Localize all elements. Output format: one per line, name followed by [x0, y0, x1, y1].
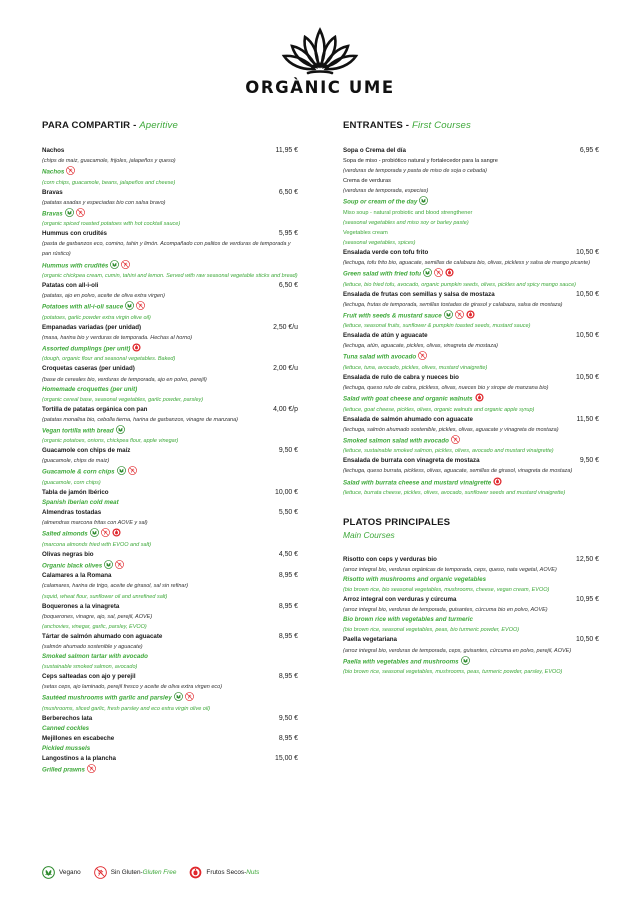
item-desc-en: (bio brown rice, seasonal vegetables, mushrooms, peas, turmeric powder, parsley, EVOO): [343, 669, 563, 676]
item-price: 6,95 €: [579, 147, 599, 154]
item-name-en: Potatoes with all-i-oli sauce: [42, 303, 124, 311]
item-en-line: [343, 435, 599, 447]
item-en-line: [42, 560, 298, 572]
item-desc-en: (lettuce, bio fried tofu, avocado, organic pumpkin seeds, olives, pickles and spicy mango sauce): [343, 281, 576, 288]
item-desc-en: (seasonal vegetables and miso soy or barley paste): [343, 219, 469, 226]
item-desc: (patatas, ajo en polvo, aceite de oliva extra virgen): [42, 293, 165, 300]
item-row: [343, 595, 599, 605]
vegan-icon: [90, 528, 99, 537]
item-name: Empanadas variadas (per unidad): [42, 323, 142, 331]
item-desc: (setas ceps, ajo laminado, perejil fresco y aceite de oliva extra virgen eco): [42, 683, 223, 690]
item-row: [343, 290, 599, 300]
menu-item: [42, 672, 298, 714]
item-name-en: Grilled prawns: [42, 766, 85, 774]
item-desc-en: (organic cereal base, seasonal vegetables, garlic powder, parsley): [42, 396, 204, 403]
item-price: 4,00 €/p: [273, 405, 298, 413]
menu-item: [343, 415, 599, 457]
item-price: 10,00 €: [275, 489, 298, 497]
item-price: 10,95 €: [576, 596, 599, 604]
item-row: [343, 415, 599, 425]
menu-item: [343, 290, 599, 332]
vegan-icon: [116, 425, 125, 434]
item-en-line: [42, 764, 298, 776]
item-name-en: Smoked salmon salad with avocado: [343, 437, 449, 445]
item-desc: (pasta de garbanzos eco, comino, tahin y limón. Acompañado con palitos de verduras de temporada y pan rústico): [42, 241, 291, 258]
item-desc-en: (bio brown rice, seasonal vegetables, peas, bio turmeric powder, EVOO): [343, 627, 520, 634]
menu-item: [42, 602, 298, 632]
item-name: Ensalada de frutas con semillas y salsa de mostaza: [343, 290, 495, 298]
item-price: 4,50 €: [278, 550, 298, 558]
item-desc: (lechuga, salmón ahumado sostenible, pickles, olivas, aguacate y vinagreta de mostaza): [343, 426, 559, 433]
item-name: Patatas con all-i-oli: [42, 282, 99, 290]
item-row: [42, 508, 298, 518]
item-row: [42, 672, 298, 682]
item-desc-en: (potatoes, garlic powder extra virgin olive oil): [42, 314, 151, 321]
item-en-line: [42, 166, 298, 178]
item-en-line: [42, 260, 298, 272]
menu-item: [42, 188, 298, 230]
item-price: 6,50 €: [278, 282, 298, 290]
item-row: [42, 323, 298, 333]
item-name: Ceps salteadas con ajo y perejil: [42, 672, 136, 680]
item-desc: (lechuga, atún, aguacate, pickles, olivas, vinagreta de mostaza): [343, 343, 499, 350]
item-name-en: Salted almonds: [42, 530, 88, 538]
item-en-line: [343, 351, 599, 363]
gluten-free-icon: [87, 764, 96, 773]
nuts-icon: [445, 268, 454, 277]
item-desc: (lechuga, queso burrata, pickless, olivas, aguacate, semillas de girasol, vinagreta de mostaza): [343, 468, 573, 475]
item-name: Guacamole con chips de maíz: [42, 447, 131, 455]
vegan-icon: [104, 560, 113, 569]
item-name-en: Homemade croquettes (per unit): [42, 385, 138, 393]
item-desc-en: (corn chips, guacamole, beans, jalapeños and cheese): [42, 179, 176, 186]
item-desc-en: (sustainable smoked salmon, avocado): [42, 663, 138, 670]
item-desc-en: (marcona almonds fried with EVOO and salt): [42, 541, 152, 548]
item-price: 8,95 €: [278, 632, 298, 640]
menu-item: [42, 364, 298, 404]
menu-item: [343, 373, 599, 415]
item-desc-en: (lettuce, burrata cheese, pickles, olives, avocado, sunflower seeds and mustard vinaigrette): [343, 490, 566, 497]
menu-item: [343, 595, 599, 635]
item-name-en: Tuna salad with avocado: [343, 353, 417, 361]
item-en-line: [42, 652, 298, 662]
menu-item: [343, 331, 599, 373]
gluten-free-icon: [451, 435, 460, 444]
nuts-icon: [189, 866, 202, 879]
menu-item: [343, 248, 599, 290]
item-desc-en: (lettuce, seasonal fruits, sunflower & pumpkin toasted seeds, mustard sauce): [343, 323, 531, 330]
vegan-icon: [419, 196, 428, 205]
item-name: Bravas: [42, 188, 63, 196]
item-en-line: [343, 656, 599, 668]
item-row: [42, 734, 298, 744]
allergen-legend: Vegano Sin Gluten- Gluten Free Frutos Secos- Nuts: [42, 866, 272, 879]
item-desc: (patatas monalisa bio, cebolla tierna, harina de garbanzos, vinagre de manzana): [42, 416, 238, 423]
item-en-line: [42, 343, 298, 355]
menu-item: [42, 405, 298, 447]
item-price: 8,95 €: [278, 572, 298, 580]
item-name: Ensalada de atún y aguacate: [343, 332, 428, 340]
item-en-line: [42, 692, 298, 704]
item-row: [343, 635, 599, 645]
item-desc: Crema de verduras: [343, 178, 391, 185]
item-en-line: [42, 425, 298, 437]
item-row: [42, 146, 298, 156]
vegan-icon: [423, 268, 432, 277]
item-desc-en: Vegetables cream: [343, 229, 388, 236]
item-name: Nachos: [42, 147, 65, 154]
item-price: 10,50 €: [576, 374, 599, 382]
main-courses-list: [343, 555, 599, 677]
first-courses-list: [343, 248, 599, 498]
item-name: Risotto con ceps y verduras bio: [343, 556, 437, 564]
item-price: 11,50 €: [576, 415, 599, 423]
item-desc-en: (lettuce, goat cheese, pickles, olives, organic walnuts and organic apple syrup): [343, 406, 535, 413]
menu-item: [42, 508, 298, 550]
item-price: 2,50 €/u: [273, 323, 298, 331]
nuts-icon: [493, 477, 502, 486]
left-column: [42, 120, 298, 775]
item-row: [343, 248, 599, 258]
gluten-free-icon: [434, 268, 443, 277]
gluten-free-icon: [185, 692, 194, 701]
item-name-en: Risotto with mushrooms and organic vegetables: [343, 576, 487, 584]
item-desc: (chips de maiz, guacamole, frijoles, jalapeños y queso): [42, 158, 176, 165]
item-desc-en: (organic chickpea cream, cumin, tahini and lemon. Served with raw seasonal vegetable sticks and bread): [42, 273, 298, 280]
menu-item: [42, 488, 298, 508]
item-desc: (verduras de temporada, especias): [343, 188, 429, 195]
gluten-free-icon: [115, 560, 124, 569]
vegan-icon: [42, 866, 55, 879]
menu-item-soup: [343, 146, 599, 248]
item-row: [42, 188, 298, 198]
item-price: 5,50 €: [278, 509, 298, 517]
item-price: 9,50 €: [278, 714, 298, 722]
menu-item: [42, 446, 298, 488]
item-name: Almendras tostadas: [42, 509, 102, 517]
item-price: 10,50 €: [576, 248, 599, 256]
item-price: 10,50 €: [576, 332, 599, 340]
item-name-en: Smoked salmon tartar with avocado: [42, 652, 148, 660]
item-desc-en: (lettuce, tuna, avocado, pickles, olives, mustard vinaigrette): [343, 364, 488, 371]
item-name-en: Sautéed mushrooms with garlic and parsley: [42, 694, 172, 702]
item-name-en: Fruit with seeds & mustard sauce: [343, 312, 442, 320]
item-price: 2,00 €/u: [273, 365, 298, 373]
menu-item: [42, 571, 298, 601]
item-price: 15,00 €: [275, 754, 298, 762]
menu-item: [343, 635, 599, 677]
section-title-aperitive: PARA COMPARTIR - Aperitive: [42, 120, 178, 131]
item-name-en: Salad with burrata cheese and mustard vinaigrette: [343, 479, 492, 486]
nuts-icon: [112, 528, 121, 537]
item-desc-en: (seasonal vegetables, spices): [343, 239, 416, 246]
item-price: 6,50 €: [278, 188, 298, 196]
nuts-icon: [466, 310, 475, 319]
item-desc: (salmón ahumado sostenible y aguacate): [42, 643, 143, 650]
item-name: Ensalada de rulo de cabra y nueces bio: [343, 374, 459, 382]
item-name-en: Vegan tortilla with bread: [42, 427, 114, 435]
item-name-en: Guacamole & corn chips: [42, 468, 115, 476]
menu-item: [42, 229, 298, 281]
item-name: Boquerones a la vinagreta: [42, 602, 120, 610]
item-name-en: Spanish Iberian cold meat: [42, 499, 119, 507]
item-price: 12,50 €: [576, 556, 599, 564]
item-row: [42, 571, 298, 581]
gluten-free-icon: [66, 166, 75, 175]
item-en-line: [42, 466, 298, 478]
item-name: Tabla de jamón Ibérico: [42, 489, 109, 497]
item-name-en: Paella with vegetables and mushrooms: [343, 658, 459, 666]
item-price: 5,95 €: [278, 230, 298, 238]
item-desc: (arroz integral bio, verduras de temporada, guisantes, cúrcuma bio en polvo, AOVE): [343, 607, 548, 614]
item-desc-en: (organic potatoes, onions, chickpea flour, apple vinegar): [42, 438, 179, 445]
item-price: 11,95 €: [275, 147, 298, 154]
menu-item: [42, 550, 298, 572]
item-row: [42, 446, 298, 456]
item-en-line: [343, 268, 599, 280]
item-en-line: [42, 724, 298, 734]
item-name-en: Assorted dumplings (per unit): [42, 345, 131, 353]
item-name: Mejillones en escabeche: [42, 734, 115, 742]
item-name: Arroz integral con verduras y cúrcuma: [343, 596, 457, 604]
item-name: Calamares a la Romana: [42, 572, 112, 580]
item-name: Tártar de salmón ahumado con aguacate: [42, 632, 163, 640]
item-desc: (boquerones, vinagre, ajo, sal, perejil, AOVE): [42, 613, 153, 620]
item-desc-en: Miso soup - natural probiotic and blood strengthener: [343, 209, 473, 216]
item-desc: (guacamole, chips de maiz): [42, 458, 110, 465]
item-desc: (masa, harina bio y verduras de temporada. Hechas al horno): [42, 334, 193, 341]
menu-item: [42, 754, 298, 776]
menu-item: [343, 456, 599, 498]
item-row: [42, 550, 298, 560]
item-en-line: [343, 310, 599, 322]
item-name: Langostinos a la plancha: [42, 754, 116, 762]
item-desc: (arroz integral bio, verduras de temporada, ceps, guisantes, cúrcuma en polvo, perejil, AOVE): [343, 647, 572, 654]
item-row: [42, 488, 298, 498]
item-row: [343, 373, 599, 383]
item-row: [42, 632, 298, 642]
item-name-en: Canned cockles: [42, 724, 90, 732]
vegan-icon: [117, 466, 126, 475]
item-en-line: [343, 393, 599, 405]
item-en-line: [42, 301, 298, 313]
item-row: [42, 714, 298, 724]
vegan-icon: [110, 260, 119, 269]
item-desc: (lechuga, frutas de temporada, semillas tostadas de girasol y calabaza, salsa de mostaza): [343, 301, 563, 308]
item-name: Tortilla de patatas orgánica con pan: [42, 405, 148, 413]
item-name: Paella vegetariana: [343, 636, 398, 644]
right-column: [343, 120, 599, 677]
item-row: [42, 229, 298, 239]
item-name-en: Bravas: [42, 210, 63, 218]
gluten-free-icon: [76, 208, 85, 217]
item-en-line: [42, 744, 298, 754]
item-en-line: [42, 385, 298, 395]
vegan-icon: [65, 208, 74, 217]
item-price: 9,50 €: [278, 447, 298, 455]
item-desc: (almendras marcona fritas con AOVE y sal): [42, 520, 148, 527]
item-name: Hummus con crudités: [42, 230, 107, 238]
brand-logo: [0, 26, 640, 97]
item-desc-en: (mushrooms, sliced garlic, fresh parsley and eco extra virgin olive oil): [42, 705, 211, 712]
item-name-en: Soup or cream of the day: [343, 198, 418, 206]
item-name: Olivas negras bio: [42, 550, 94, 558]
item-row: [343, 456, 599, 466]
item-desc: (verduras de temporada y pasta de miso de soja o cebada): [343, 168, 487, 175]
item-row: [343, 555, 599, 565]
item-name: Ensalada de burrata con vinagreta de mostaza: [343, 457, 480, 465]
nuts-icon: [132, 343, 141, 352]
item-en-line: [343, 575, 599, 585]
vegan-icon: [461, 656, 470, 665]
menu-item: [42, 323, 298, 365]
item-name: Croquetas caseras (per unidad): [42, 365, 135, 373]
item-name-en: Nachos: [42, 168, 65, 176]
item-row: [42, 754, 298, 764]
section-title-first-courses: ENTRANTES - First Courses: [343, 120, 471, 131]
item-row: [42, 602, 298, 612]
item-en-line: [343, 615, 599, 625]
item-price: 8,95 €: [278, 734, 298, 742]
item-name-en: Organic black olives: [42, 562, 103, 570]
item-price: 10,50 €: [576, 636, 599, 644]
vegan-icon: [444, 310, 453, 319]
item-desc: (arroz integral bio, verduras orgánicas de temporada, ceps, queso, nata vegetal, AOVE): [343, 567, 557, 574]
item-name: Berberechos lata: [42, 714, 93, 722]
gluten-free-icon: [128, 466, 137, 475]
item-desc: (lechuga, queso rulo de cabra, pickless, olivas, nueces bio y sirope de manzana bio): [343, 385, 549, 392]
item-name-en: Hummus with crudités: [42, 262, 109, 270]
item-row: [42, 405, 298, 415]
item-name-en: Pickled mussels: [42, 744, 91, 752]
item-desc: Sopa de miso - probiótico natural y fortalecedor para la sangre: [343, 158, 498, 165]
lotus-logo-icon: [278, 26, 362, 76]
menu-item: [42, 146, 298, 188]
menu-item: [343, 555, 599, 595]
item-desc-en: (squid, wheat flour, sunflower oil and unrefined salt): [42, 593, 168, 600]
gluten-free-icon: [136, 301, 145, 310]
menu-item: [42, 281, 298, 323]
item-desc-en: (guacamole, corn chips): [42, 480, 101, 486]
menu-item: [42, 714, 298, 734]
gluten-free-icon: [121, 260, 130, 269]
section-title-main-courses: PLATOS PRINCIPALES Main Courses: [343, 517, 451, 541]
item-desc: (base de cereales bio, verduras de temporada, ajo en polvo, perejil): [42, 376, 207, 383]
item-desc-en: (dough, organic flour and seasonal vegetables. Baked): [42, 356, 176, 363]
item-row: [42, 364, 298, 374]
item-row: [42, 281, 298, 291]
gluten-free-icon: [418, 351, 427, 360]
item-desc-en: (anchovies, vinegar, garlic, parsley, EVOO): [42, 623, 147, 630]
item-name: Ensalada de salmón ahumado con aguacate: [343, 415, 473, 423]
item-en-line: [42, 208, 298, 220]
item-desc-en: (organic spiced roasted potatoes with hot cocktail sauce): [42, 221, 181, 228]
item-desc: (patatas asadas y especiadas bio con salsa bravo): [42, 199, 166, 206]
menu-item: [42, 734, 298, 754]
vegan-icon: [174, 692, 183, 701]
item-price: 9,50 €: [579, 457, 599, 465]
item-name-en: Bio brown rice with vegetables and turmeric: [343, 616, 473, 624]
item-desc: (calamares, harina de trigo, aceite de girasol, sal sin refinar): [42, 583, 189, 590]
item-price: 8,95 €: [278, 672, 298, 680]
item-name-en: Salad with goat cheese and organic walnuts: [343, 395, 473, 403]
item-name: Sopa o Crema del día: [343, 147, 406, 154]
item-price: 10,50 €: [576, 290, 599, 298]
menu-item: [42, 632, 298, 672]
item-desc-en: (bio brown rice, bio seasonal vegetables, mushrooms, cheese, vegan cream, EVOO): [343, 587, 550, 594]
gluten-free-icon: [455, 310, 464, 319]
nuts-icon: [475, 393, 484, 402]
item-en-line: [343, 477, 599, 489]
aperitive-list: [42, 146, 298, 775]
vegan-icon: [125, 301, 134, 310]
item-desc-en: (lettuce, sustainable smoked salmon, pickles, olives, avocado and mustard vinaigrette): [343, 448, 554, 455]
gluten-free-icon: [94, 866, 107, 879]
item-name: Ensalada verde con tofu frito: [343, 248, 429, 256]
brand-name: ORGÀNIC UME: [245, 78, 395, 97]
item-en-line: [42, 498, 298, 508]
item-desc: (lechuga, tofu frito bio, aguacate, semillas de calabaza bio, olivas, pickless y salsa de mango picante): [343, 260, 591, 267]
item-name-en: Green salad with fried tofu: [343, 270, 422, 278]
gluten-free-icon: [101, 528, 110, 537]
item-en-line: [42, 528, 298, 540]
item-row: [343, 331, 599, 341]
item-price: 8,95 €: [278, 602, 298, 610]
